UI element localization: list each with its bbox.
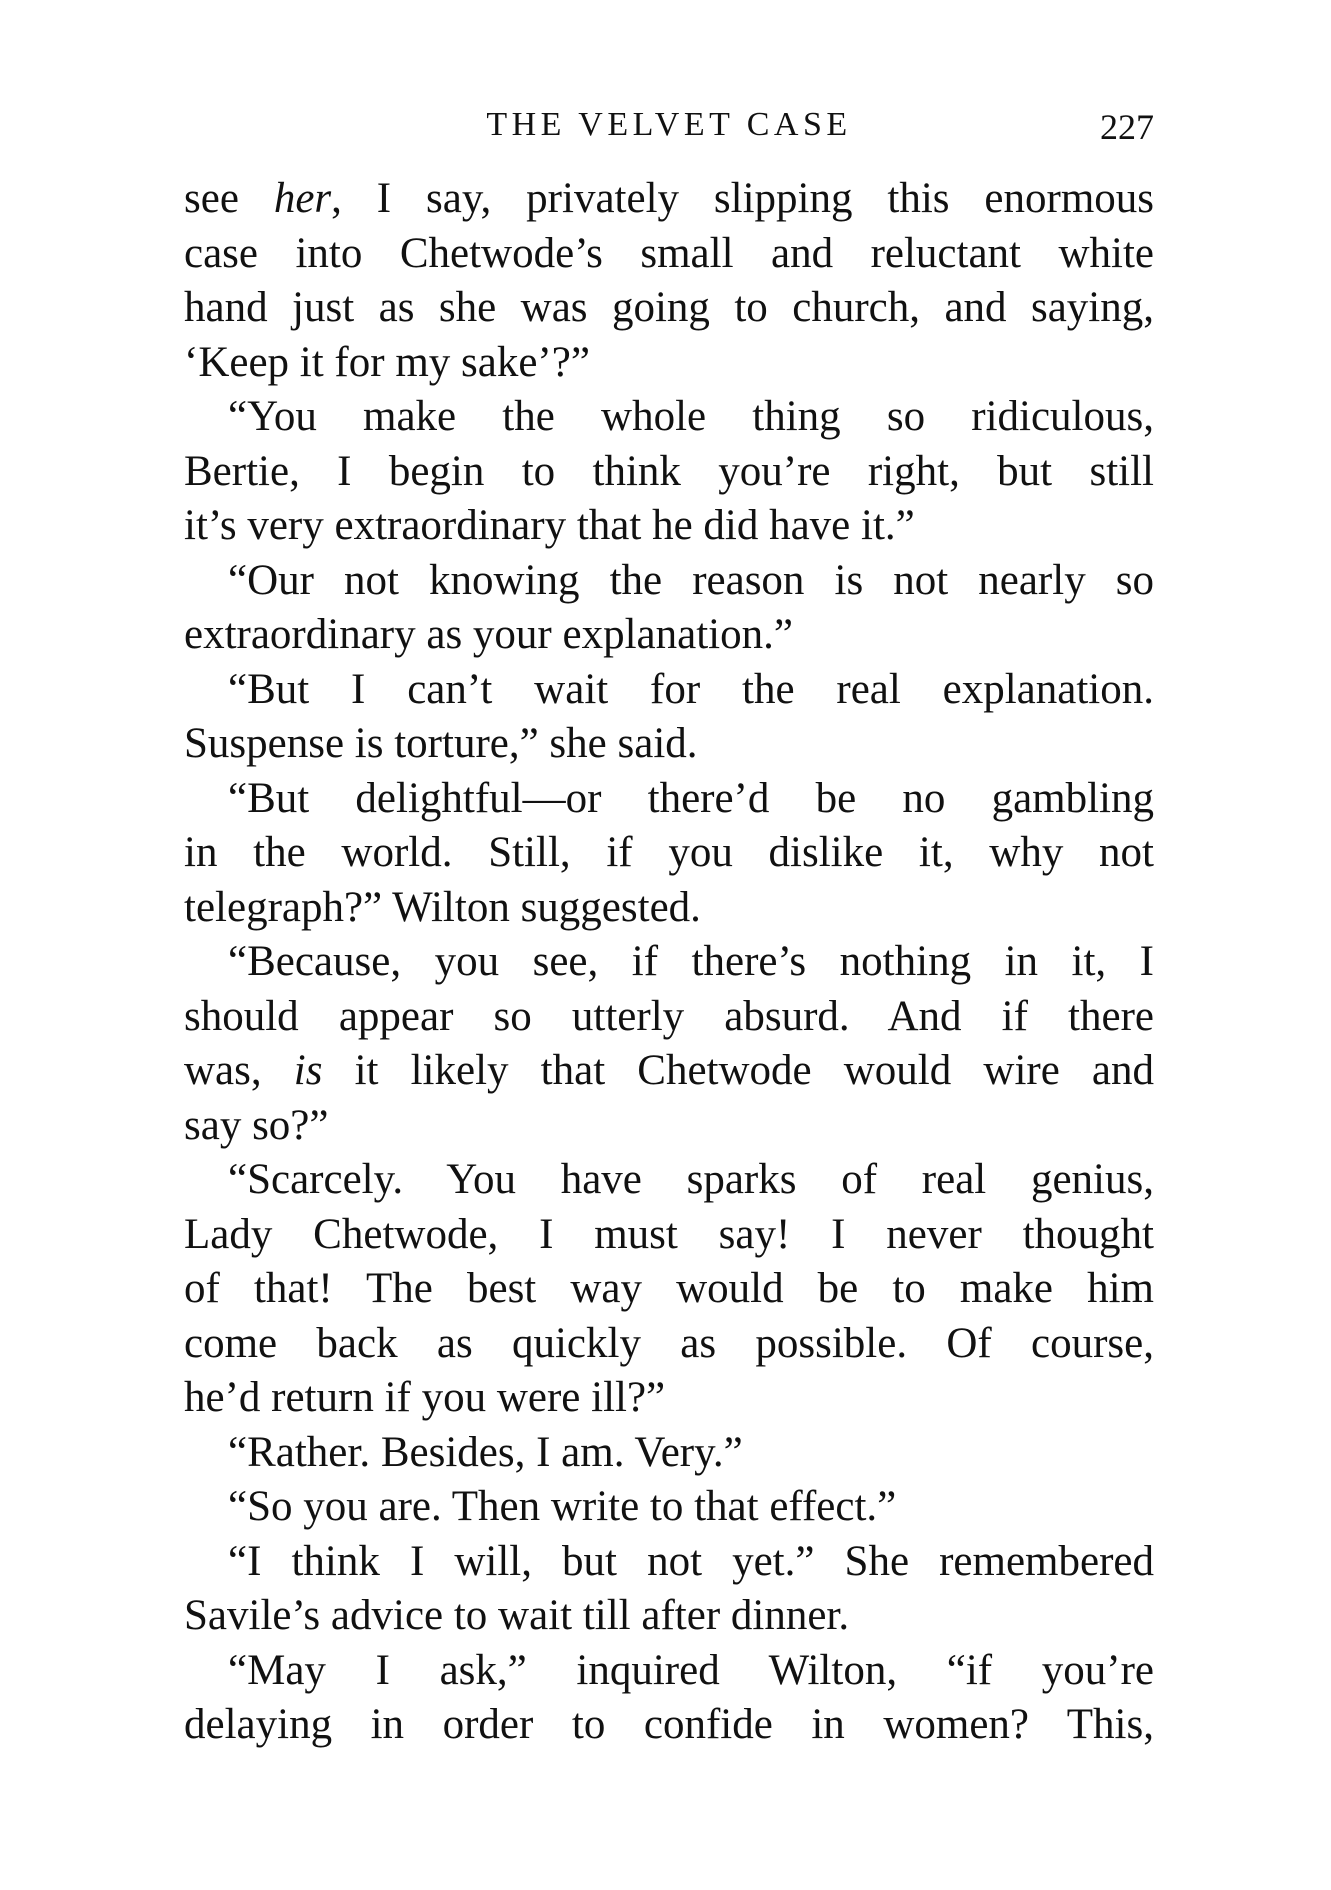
text-line: case into Chetwode’s small and reluctant white [184, 229, 1154, 277]
body-text [184, 172, 1154, 1753]
text-line: “Our not knowing the reason is not nearly so [228, 556, 1154, 604]
text-line: extraordinary as your explanation.” [184, 611, 793, 658]
text-line: “May I ask,” inquired Wilton, “if you’re [228, 1646, 1154, 1694]
text-line: ‘Keep it for my sake’?” [184, 338, 590, 386]
text-line: Suspense is torture,” she said. [184, 720, 698, 767]
text-line: “But I can’t wait for the real explanation. [228, 665, 1154, 713]
text-run: was, [184, 1047, 294, 1094]
text-line [184, 1044, 1154, 1099]
text-line: “So you are. Then write to that effect.” [228, 1483, 897, 1530]
text-line: in the world. Still, if you dislike it, why not [184, 829, 1154, 876]
text-line: delaying in order to confide in women? This, [184, 1701, 1154, 1748]
text-run: see [184, 175, 274, 222]
text-line: say so?” [184, 1101, 329, 1149]
text-line: come back as quickly as possible. Of course, [184, 1319, 1154, 1367]
text-line: Lady Chetwode, I must say! I never thought [184, 1210, 1154, 1258]
text-line: “You make the whole thing so ridiculous, [228, 393, 1154, 440]
text-line: “I think I will, but not yet.” She remembered [228, 1537, 1154, 1585]
text-line [184, 172, 1154, 227]
text-run: , I say, privately slipping this enormous [331, 175, 1155, 222]
text-line: should appear so utterly absurd. And if there [184, 992, 1154, 1040]
text-line: “Rather. Besides, I am. Very.” [228, 1428, 743, 1476]
text-line: hand just as she was going to church, and saying, [184, 284, 1154, 331]
italic-run: her [273, 175, 332, 222]
text-line: telegraph?” Wilton suggested. [184, 883, 701, 931]
text-line: “Because, you see, if there’s nothing in it, I [228, 938, 1154, 985]
text-line: he’d return if you were ill?” [184, 1374, 666, 1421]
text-line: it’s very extraordinary that he did have it.” [184, 502, 915, 549]
page-header [184, 100, 1154, 160]
text-line: Savile’s advice to wait till after dinner. [184, 1592, 850, 1639]
text-line: “But delightful—or there’d be no gambling [228, 774, 1154, 822]
text-line: of that! The best way would be to make him [184, 1265, 1154, 1312]
page-number: 227 [1100, 107, 1154, 147]
running-title: THE VELVET CASE [486, 106, 852, 143]
italic-run: is [293, 1047, 323, 1094]
text-run: it likely that Chetwode would wire and [322, 1047, 1155, 1094]
text-line: Bertie, I begin to think you’re right, but still [184, 447, 1154, 495]
text-line: “Scarcely. You have sparks of real genius, [228, 1156, 1154, 1203]
